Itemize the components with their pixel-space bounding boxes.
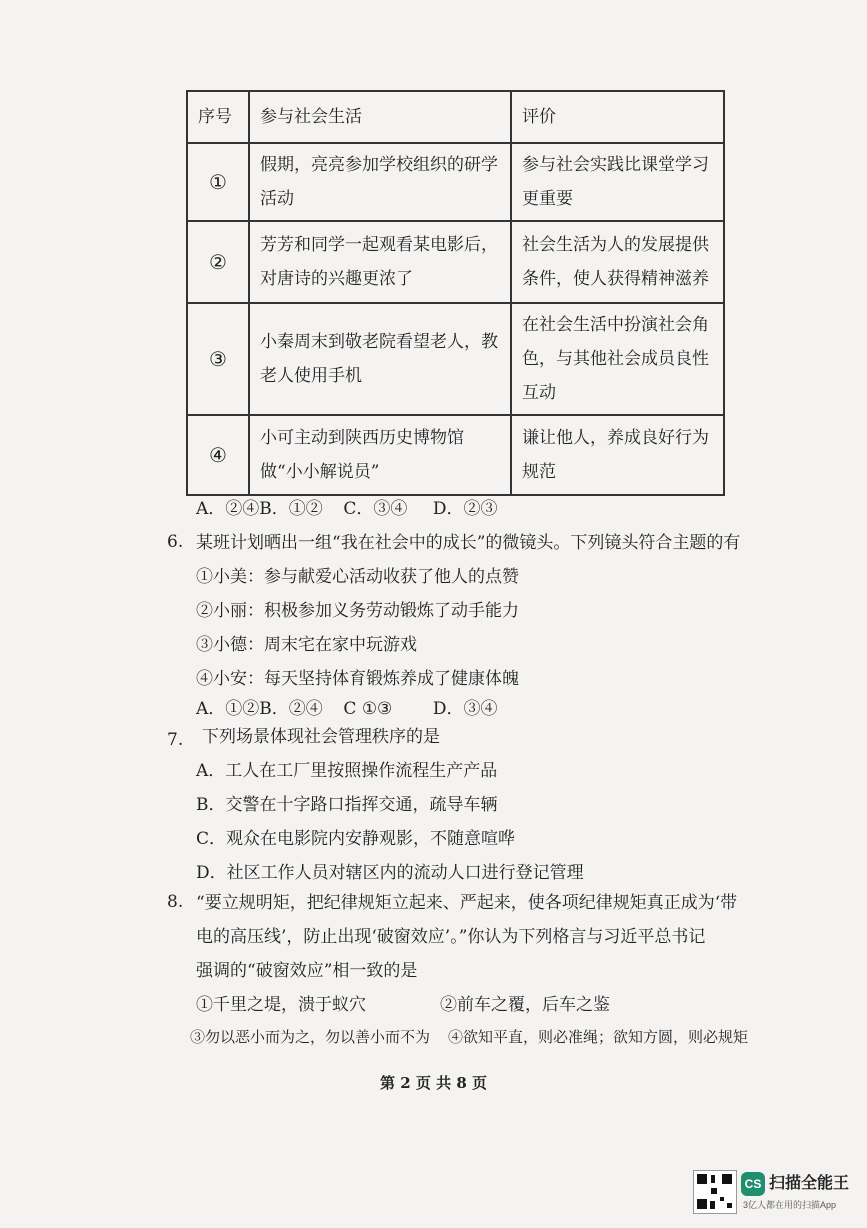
q5-option-c[interactable]: C．③④ xyxy=(343,499,408,519)
table-row xyxy=(187,143,724,221)
q8-stem-line: 强调的“破窗效应”相一致的是 xyxy=(196,961,418,981)
q8-stem-line: “要立规明矩，把纪律规矩立起来、严起来，使各项纪律规矩真正成为‘带 xyxy=(196,893,738,913)
q8-item: ④欲知平直，则必准绳；欲知方圆，则必规矩 xyxy=(448,1028,749,1046)
row-activity: 假期，亮亮参加学校组织的研学活动 xyxy=(249,143,511,221)
q7-option-b[interactable]: B．交警在十字路口指挥交通，疏导车辆 xyxy=(196,795,498,815)
q8-number: 8. xyxy=(167,892,184,912)
table-row xyxy=(187,221,724,303)
q7-option-c[interactable]: C．观众在电影院内安静观影，不随意喧哗 xyxy=(196,829,516,849)
q7-number: 7. xyxy=(167,730,184,750)
table-header-row xyxy=(187,91,724,143)
q5-option-ab[interactable]: A．②④B．①② xyxy=(196,499,323,519)
q6-item: ④小安：每天坚持体育锻炼养成了健康体魄 xyxy=(196,669,519,689)
scanner-watermark xyxy=(693,1168,858,1214)
header-number: 序号 xyxy=(187,91,249,143)
q6-item: ③小德：周末宅在家中玩游戏 xyxy=(196,635,417,655)
cs-logo-icon: CS xyxy=(741,1172,765,1196)
q6-option-d[interactable]: D．③④ xyxy=(432,699,498,719)
row-activity: 芳芳和同学一起观看某电影后，对唐诗的兴趣更浓了 xyxy=(249,221,511,303)
q6-option-c[interactable]: C ①③ xyxy=(343,699,393,719)
row-number: ③ xyxy=(187,303,249,415)
scanner-app-tagline: 3亿人都在用的扫描App xyxy=(743,1200,837,1210)
q7-option-d[interactable]: D．社区工作人员对辖区内的流动人口进行登记管理 xyxy=(196,863,584,883)
q8-item: ①千里之堤，溃于蚁穴 xyxy=(196,995,366,1015)
scanner-app-name: 扫描全能王 xyxy=(769,1175,850,1192)
q6-stem: 某班计划晒出一组“我在社会中的成长”的微镜头。下列镜头符合主题的有 xyxy=(196,533,741,553)
q6-option-ab[interactable]: A．①②B．②④ xyxy=(196,699,323,719)
row-activity: 小秦周末到敬老院看望老人，教老人使用手机 xyxy=(249,303,511,415)
row-evaluation: 谦让他人，养成良好行为规范 xyxy=(511,415,724,495)
q6-number: 6. xyxy=(167,532,184,552)
q7-stem: 下列场景体现社会管理秩序的是 xyxy=(202,727,440,747)
row-number: ① xyxy=(187,143,249,221)
q8-item: ②前车之覆，后车之鉴 xyxy=(440,995,610,1015)
row-evaluation: 在社会生活中扮演社会角色，与其他社会成员良性互动 xyxy=(511,303,724,415)
q7-option-a[interactable]: A．工人在工厂里按照操作流程生产产品 xyxy=(196,761,498,781)
table-row xyxy=(187,303,724,415)
header-activity: 参与社会生活 xyxy=(249,91,511,143)
row-number: ② xyxy=(187,221,249,303)
header-evaluation: 评价 xyxy=(511,91,724,143)
qr-code-icon xyxy=(693,1170,737,1214)
table-row xyxy=(187,415,724,495)
row-evaluation: 参与社会实践比课堂学习更重要 xyxy=(511,143,724,221)
row-activity: 小可主动到陕西历史博物馆做“小小解说员” xyxy=(249,415,511,495)
q6-item: ①小美：参与献爱心活动收获了他人的点赞 xyxy=(196,567,519,587)
social-life-table xyxy=(186,90,725,496)
q5-option-d[interactable]: D．②③ xyxy=(432,499,498,519)
q6-options xyxy=(196,698,497,720)
q8-stem-line: 电的高压线’，防止出现‘破窗效应’。”你认为下列格言与习近平总书记 xyxy=(196,927,706,947)
q5-options xyxy=(196,498,497,520)
q6-item: ②小丽：积极参加义务劳动锻炼了动手能力 xyxy=(196,601,519,621)
page-footer: 第 2 页 共 8 页 xyxy=(380,1074,487,1092)
row-evaluation: 社会生活为人的发展提供条件，使人获得精神滋养 xyxy=(511,221,724,303)
q8-item: ③勿以恶小而为之，勿以善小而不为 xyxy=(190,1028,431,1046)
row-number: ④ xyxy=(187,415,249,495)
